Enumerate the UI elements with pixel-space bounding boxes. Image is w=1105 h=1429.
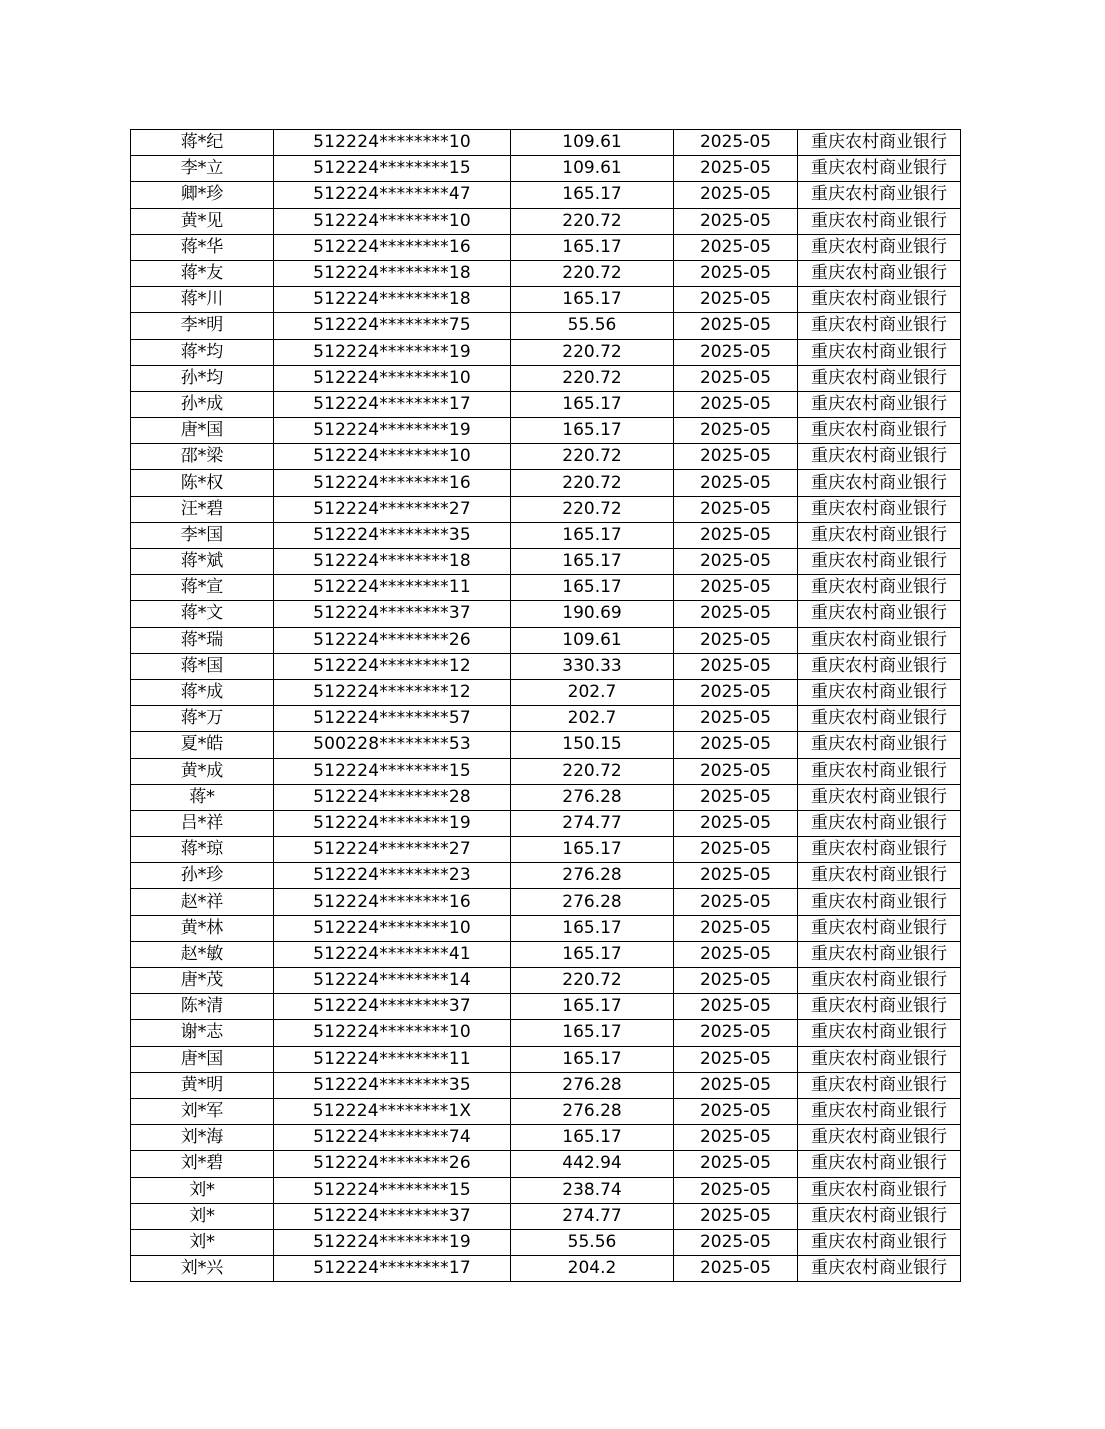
table-row [131,313,961,339]
period-cell: 2025-05 [674,1098,798,1124]
amount-cell: 55.56 [511,313,674,339]
name-cell: 汪*碧 [131,496,274,522]
table-row [131,706,961,732]
period-cell: 2025-05 [674,575,798,601]
period-cell: 2025-05 [674,1151,798,1177]
bank-cell: 重庆农村商业银行 [798,915,961,941]
period-cell: 2025-05 [674,1125,798,1151]
bank-cell: 重庆农村商业银行 [798,339,961,365]
period-cell: 2025-05 [674,549,798,575]
period-cell: 2025-05 [674,339,798,365]
bank-cell: 重庆农村商业银行 [798,365,961,391]
name-cell: 蒋*川 [131,287,274,313]
bank-cell: 重庆农村商业银行 [798,575,961,601]
table-row [131,470,961,496]
id-number-cell: 512224********47 [274,182,511,208]
table-row [131,260,961,286]
name-cell: 蒋*文 [131,601,274,627]
table-row [131,627,961,653]
table-row [131,1125,961,1151]
name-cell: 刘* [131,1229,274,1255]
table-row [131,182,961,208]
amount-cell: 330.33 [511,653,674,679]
name-cell: 孙*成 [131,391,274,417]
name-cell: 蒋*华 [131,234,274,260]
table-row [131,1151,961,1177]
amount-cell: 165.17 [511,1046,674,1072]
id-number-cell: 512224********15 [274,156,511,182]
bank-cell: 重庆农村商业银行 [798,732,961,758]
id-number-cell: 512224********18 [274,549,511,575]
name-cell: 唐*茂 [131,968,274,994]
amount-cell: 220.72 [511,365,674,391]
id-number-cell: 500228********53 [274,732,511,758]
table-row [131,837,961,863]
id-number-cell: 512224********74 [274,1125,511,1151]
table-row [131,1072,961,1098]
period-cell: 2025-05 [674,679,798,705]
id-number-cell: 512224********57 [274,706,511,732]
bank-cell: 重庆农村商业银行 [798,994,961,1020]
id-number-cell: 512224********27 [274,837,511,863]
table-row [131,1098,961,1124]
amount-cell: 442.94 [511,1151,674,1177]
table-row [131,758,961,784]
bank-cell: 重庆农村商业银行 [798,313,961,339]
period-cell: 2025-05 [674,601,798,627]
table-row [131,549,961,575]
bank-cell: 重庆农村商业银行 [798,1098,961,1124]
period-cell: 2025-05 [674,968,798,994]
bank-cell: 重庆农村商业银行 [798,653,961,679]
table-row [131,810,961,836]
amount-cell: 276.28 [511,1072,674,1098]
table-row [131,784,961,810]
table-row [131,915,961,941]
period-cell: 2025-05 [674,1177,798,1203]
period-cell: 2025-05 [674,156,798,182]
table-row [131,339,961,365]
amount-cell: 276.28 [511,1098,674,1124]
period-cell: 2025-05 [674,863,798,889]
name-cell: 刘* [131,1177,274,1203]
bank-cell: 重庆农村商业银行 [798,889,961,915]
table-row [131,863,961,889]
name-cell: 蒋* [131,784,274,810]
name-cell: 刘* [131,1203,274,1229]
name-cell: 刘*军 [131,1098,274,1124]
name-cell: 刘*碧 [131,1151,274,1177]
amount-cell: 165.17 [511,287,674,313]
bank-cell: 重庆农村商业银行 [798,130,961,156]
period-cell: 2025-05 [674,758,798,784]
period-cell: 2025-05 [674,732,798,758]
table-row [131,679,961,705]
id-number-cell: 512224********10 [274,130,511,156]
name-cell: 李*立 [131,156,274,182]
name-cell: 赵*敏 [131,941,274,967]
id-number-cell: 512224********11 [274,575,511,601]
period-cell: 2025-05 [674,470,798,496]
bank-cell: 重庆农村商业银行 [798,1072,961,1098]
period-cell: 2025-05 [674,1020,798,1046]
bank-cell: 重庆农村商业银行 [798,1125,961,1151]
amount-cell: 165.17 [511,522,674,548]
amount-cell: 220.72 [511,339,674,365]
bank-cell: 重庆农村商业银行 [798,758,961,784]
table-row [131,130,961,156]
id-number-cell: 512224********16 [274,889,511,915]
bank-cell: 重庆农村商业银行 [798,810,961,836]
bank-cell: 重庆农村商业银行 [798,182,961,208]
amount-cell: 109.61 [511,130,674,156]
table-row [131,1020,961,1046]
name-cell: 陈*清 [131,994,274,1020]
name-cell: 蒋*成 [131,679,274,705]
id-number-cell: 512224********10 [274,365,511,391]
table-row [131,496,961,522]
amount-cell: 220.72 [511,470,674,496]
name-cell: 蒋*均 [131,339,274,365]
table-row [131,287,961,313]
period-cell: 2025-05 [674,627,798,653]
bank-cell: 重庆农村商业银行 [798,391,961,417]
id-number-cell: 512224********26 [274,627,511,653]
bank-cell: 重庆农村商业银行 [798,260,961,286]
amount-cell: 274.77 [511,810,674,836]
name-cell: 唐*国 [131,1046,274,1072]
amount-cell: 165.17 [511,418,674,444]
amount-cell: 220.72 [511,968,674,994]
name-cell: 谢*志 [131,1020,274,1046]
table-row [131,889,961,915]
amount-cell: 165.17 [511,1020,674,1046]
amount-cell: 165.17 [511,575,674,601]
bank-cell: 重庆农村商业银行 [798,601,961,627]
id-number-cell: 512224********16 [274,470,511,496]
amount-cell: 165.17 [511,1125,674,1151]
bank-cell: 重庆农村商业银行 [798,1020,961,1046]
amount-cell: 202.7 [511,706,674,732]
table-row [131,1229,961,1255]
table-row [131,1203,961,1229]
id-number-cell: 512224********26 [274,1151,511,1177]
name-cell: 刘*海 [131,1125,274,1151]
period-cell: 2025-05 [674,784,798,810]
period-cell: 2025-05 [674,496,798,522]
amount-cell: 165.17 [511,994,674,1020]
bank-cell: 重庆农村商业银行 [798,549,961,575]
name-cell: 邵*梁 [131,444,274,470]
period-cell: 2025-05 [674,391,798,417]
table-row [131,653,961,679]
period-cell: 2025-05 [674,915,798,941]
id-number-cell: 512224********10 [274,915,511,941]
bank-cell: 重庆农村商业银行 [798,679,961,705]
amount-cell: 165.17 [511,391,674,417]
table-row [131,1046,961,1072]
bank-cell: 重庆农村商业银行 [798,470,961,496]
amount-cell: 165.17 [511,234,674,260]
name-cell: 夏*皓 [131,732,274,758]
bank-cell: 重庆农村商业银行 [798,287,961,313]
bank-cell: 重庆农村商业银行 [798,627,961,653]
amount-cell: 220.72 [511,260,674,286]
period-cell: 2025-05 [674,1072,798,1098]
period-cell: 2025-05 [674,260,798,286]
period-cell: 2025-05 [674,810,798,836]
table-row [131,365,961,391]
name-cell: 蒋*友 [131,260,274,286]
id-number-cell: 512224********15 [274,1177,511,1203]
bank-cell: 重庆农村商业银行 [798,784,961,810]
period-cell: 2025-05 [674,313,798,339]
period-cell: 2025-05 [674,287,798,313]
period-cell: 2025-05 [674,130,798,156]
id-number-cell: 512224********19 [274,418,511,444]
id-number-cell: 512224********19 [274,810,511,836]
bank-cell: 重庆农村商业银行 [798,234,961,260]
bank-cell: 重庆农村商业银行 [798,1203,961,1229]
bank-cell: 重庆农村商业银行 [798,968,961,994]
bank-cell: 重庆农村商业银行 [798,1177,961,1203]
amount-cell: 276.28 [511,784,674,810]
amount-cell: 220.72 [511,444,674,470]
id-number-cell: 512224********27 [274,496,511,522]
period-cell: 2025-05 [674,1046,798,1072]
amount-cell: 202.7 [511,679,674,705]
period-cell: 2025-05 [674,994,798,1020]
id-number-cell: 512224********18 [274,260,511,286]
id-number-cell: 512224********12 [274,653,511,679]
bank-cell: 重庆农村商业银行 [798,418,961,444]
period-cell: 2025-05 [674,234,798,260]
amount-cell: 165.17 [511,182,674,208]
id-number-cell: 512224********37 [274,994,511,1020]
bank-cell: 重庆农村商业银行 [798,1229,961,1255]
table-row [131,1177,961,1203]
period-cell: 2025-05 [674,1256,798,1282]
table-row [131,732,961,758]
amount-cell: 55.56 [511,1229,674,1255]
id-number-cell: 512224********37 [274,1203,511,1229]
name-cell: 蒋*万 [131,706,274,732]
id-number-cell: 512224********12 [274,679,511,705]
name-cell: 吕*祥 [131,810,274,836]
name-cell: 陈*权 [131,470,274,496]
period-cell: 2025-05 [674,653,798,679]
table-row [131,941,961,967]
period-cell: 2025-05 [674,837,798,863]
amount-cell: 165.17 [511,941,674,967]
amount-cell: 276.28 [511,863,674,889]
id-number-cell: 512224********10 [274,208,511,234]
table-row [131,234,961,260]
period-cell: 2025-05 [674,522,798,548]
amount-cell: 150.15 [511,732,674,758]
amount-cell: 190.69 [511,601,674,627]
name-cell: 孙*珍 [131,863,274,889]
period-cell: 2025-05 [674,941,798,967]
period-cell: 2025-05 [674,706,798,732]
name-cell: 黄*成 [131,758,274,784]
name-cell: 黄*见 [131,208,274,234]
table-row [131,968,961,994]
bank-cell: 重庆农村商业银行 [798,837,961,863]
name-cell: 蒋*斌 [131,549,274,575]
id-number-cell: 512224********17 [274,1256,511,1282]
name-cell: 孙*均 [131,365,274,391]
id-number-cell: 512224********37 [274,601,511,627]
table-row [131,1256,961,1282]
id-number-cell: 512224********75 [274,313,511,339]
amount-cell: 109.61 [511,156,674,182]
table-row [131,444,961,470]
name-cell: 蒋*国 [131,653,274,679]
bank-cell: 重庆农村商业银行 [798,156,961,182]
name-cell: 蒋*瑞 [131,627,274,653]
bank-cell: 重庆农村商业银行 [798,496,961,522]
bank-cell: 重庆农村商业银行 [798,706,961,732]
period-cell: 2025-05 [674,1203,798,1229]
name-cell: 刘*兴 [131,1256,274,1282]
table-row [131,418,961,444]
period-cell: 2025-05 [674,365,798,391]
table-row [131,156,961,182]
amount-cell: 109.61 [511,627,674,653]
name-cell: 黄*林 [131,915,274,941]
name-cell: 赵*祥 [131,889,274,915]
id-number-cell: 512224********35 [274,1072,511,1098]
id-number-cell: 512224********28 [274,784,511,810]
period-cell: 2025-05 [674,1229,798,1255]
bank-cell: 重庆农村商业银行 [798,1151,961,1177]
table-row [131,994,961,1020]
bank-cell: 重庆农村商业银行 [798,444,961,470]
id-number-cell: 512224********10 [274,444,511,470]
table-body [131,130,961,1282]
bank-cell: 重庆农村商业银行 [798,941,961,967]
name-cell: 蒋*纪 [131,130,274,156]
table-row [131,391,961,417]
bank-cell: 重庆农村商业银行 [798,1046,961,1072]
id-number-cell: 512224********18 [274,287,511,313]
period-cell: 2025-05 [674,889,798,915]
amount-cell: 165.17 [511,915,674,941]
table-row [131,601,961,627]
id-number-cell: 512224********16 [274,234,511,260]
period-cell: 2025-05 [674,208,798,234]
bank-cell: 重庆农村商业银行 [798,863,961,889]
payment-table [130,129,961,1282]
table-row [131,522,961,548]
name-cell: 黄*明 [131,1072,274,1098]
table-row [131,208,961,234]
bank-cell: 重庆农村商业银行 [798,522,961,548]
bank-cell: 重庆农村商业银行 [798,208,961,234]
id-number-cell: 512224********19 [274,1229,511,1255]
name-cell: 卿*珍 [131,182,274,208]
amount-cell: 204.2 [511,1256,674,1282]
amount-cell: 220.72 [511,496,674,522]
amount-cell: 220.72 [511,208,674,234]
amount-cell: 274.77 [511,1203,674,1229]
id-number-cell: 512224********1X [274,1098,511,1124]
name-cell: 李*明 [131,313,274,339]
id-number-cell: 512224********15 [274,758,511,784]
bank-cell: 重庆农村商业银行 [798,1256,961,1282]
amount-cell: 276.28 [511,889,674,915]
id-number-cell: 512224********35 [274,522,511,548]
period-cell: 2025-05 [674,444,798,470]
name-cell: 蒋*琼 [131,837,274,863]
id-number-cell: 512224********41 [274,941,511,967]
amount-cell: 165.17 [511,837,674,863]
id-number-cell: 512224********14 [274,968,511,994]
name-cell: 蒋*宣 [131,575,274,601]
name-cell: 唐*国 [131,418,274,444]
period-cell: 2025-05 [674,418,798,444]
table-row [131,575,961,601]
name-cell: 李*国 [131,522,274,548]
id-number-cell: 512224********17 [274,391,511,417]
amount-cell: 220.72 [511,758,674,784]
amount-cell: 238.74 [511,1177,674,1203]
amount-cell: 165.17 [511,549,674,575]
id-number-cell: 512224********23 [274,863,511,889]
id-number-cell: 512224********10 [274,1020,511,1046]
period-cell: 2025-05 [674,182,798,208]
id-number-cell: 512224********19 [274,339,511,365]
id-number-cell: 512224********11 [274,1046,511,1072]
